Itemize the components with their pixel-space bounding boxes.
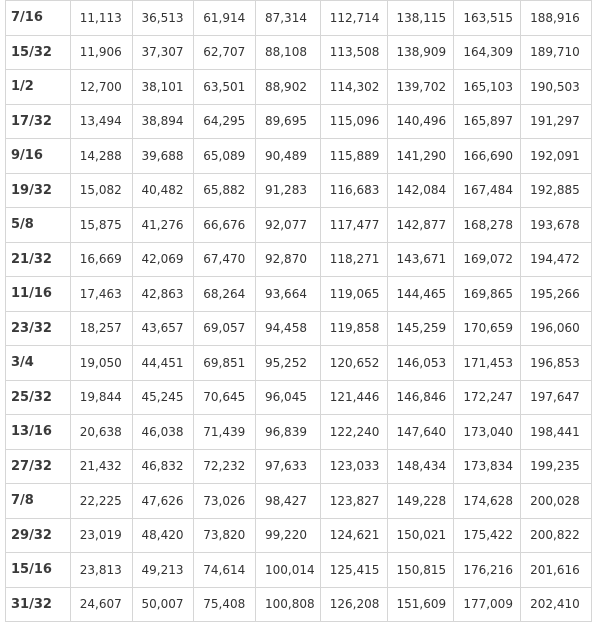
table-row (6, 380, 592, 415)
value-cell: 120,652 (320, 346, 387, 381)
value-cell: 148,434 (387, 449, 454, 484)
table-row (6, 35, 592, 70)
fraction-cell: 3/4 (6, 346, 71, 381)
value-cell: 140,496 (387, 104, 454, 139)
value-cell: 39,688 (132, 139, 194, 174)
value-cell: 23,813 (70, 553, 132, 588)
value-cell: 173,040 (454, 415, 521, 450)
table-row (6, 553, 592, 588)
table-body (6, 1, 592, 622)
fraction-cell: 31/32 (6, 587, 71, 622)
value-cell: 174,628 (454, 484, 521, 519)
value-cell: 196,060 (521, 311, 592, 346)
value-cell: 75,408 (194, 587, 256, 622)
value-cell: 125,415 (320, 553, 387, 588)
value-cell: 47,626 (132, 484, 194, 519)
value-cell: 68,264 (194, 277, 256, 312)
value-cell: 90,489 (255, 139, 320, 174)
fraction-cell: 5/8 (6, 208, 71, 243)
value-cell: 163,515 (454, 1, 521, 36)
value-cell: 169,865 (454, 277, 521, 312)
value-cell: 175,422 (454, 518, 521, 553)
value-cell: 126,208 (320, 587, 387, 622)
value-cell: 144,465 (387, 277, 454, 312)
table-row (6, 587, 592, 622)
value-cell: 69,057 (194, 311, 256, 346)
value-cell: 142,084 (387, 173, 454, 208)
value-cell: 87,314 (255, 1, 320, 36)
value-cell: 93,664 (255, 277, 320, 312)
value-cell: 115,889 (320, 139, 387, 174)
value-cell: 165,897 (454, 104, 521, 139)
value-cell: 117,477 (320, 208, 387, 243)
fraction-cell: 29/32 (6, 518, 71, 553)
value-cell: 176,216 (454, 553, 521, 588)
value-cell: 11,113 (70, 1, 132, 36)
value-cell: 166,690 (454, 139, 521, 174)
value-cell: 94,458 (255, 311, 320, 346)
value-cell: 20,638 (70, 415, 132, 450)
value-cell: 16,669 (70, 242, 132, 277)
value-cell: 91,283 (255, 173, 320, 208)
value-cell: 112,714 (320, 1, 387, 36)
value-cell: 189,710 (521, 35, 592, 70)
value-cell: 12,700 (70, 70, 132, 105)
value-cell: 146,053 (387, 346, 454, 381)
value-cell: 41,276 (132, 208, 194, 243)
value-cell: 42,069 (132, 242, 194, 277)
value-cell: 200,822 (521, 518, 592, 553)
value-cell: 121,446 (320, 380, 387, 415)
value-cell: 202,410 (521, 587, 592, 622)
value-cell: 147,640 (387, 415, 454, 450)
value-cell: 173,834 (454, 449, 521, 484)
value-cell: 69,851 (194, 346, 256, 381)
value-cell: 145,259 (387, 311, 454, 346)
value-cell: 89,695 (255, 104, 320, 139)
value-cell: 119,858 (320, 311, 387, 346)
table-row (6, 242, 592, 277)
value-cell: 63,501 (194, 70, 256, 105)
value-cell: 36,513 (132, 1, 194, 36)
value-cell: 88,902 (255, 70, 320, 105)
value-cell: 17,463 (70, 277, 132, 312)
value-cell: 201,616 (521, 553, 592, 588)
value-cell: 123,827 (320, 484, 387, 519)
value-cell: 116,683 (320, 173, 387, 208)
table-row (6, 484, 592, 519)
value-cell: 44,451 (132, 346, 194, 381)
value-cell: 62,707 (194, 35, 256, 70)
value-cell: 146,846 (387, 380, 454, 415)
value-cell: 22,225 (70, 484, 132, 519)
value-cell: 43,657 (132, 311, 194, 346)
value-cell: 50,007 (132, 587, 194, 622)
value-cell: 164,309 (454, 35, 521, 70)
value-cell: 66,676 (194, 208, 256, 243)
value-cell: 71,439 (194, 415, 256, 450)
table-row (6, 415, 592, 450)
value-cell: 42,863 (132, 277, 194, 312)
value-cell: 139,702 (387, 70, 454, 105)
value-cell: 149,228 (387, 484, 454, 519)
value-cell: 143,671 (387, 242, 454, 277)
value-cell: 74,614 (194, 553, 256, 588)
value-cell: 46,832 (132, 449, 194, 484)
value-cell: 167,484 (454, 173, 521, 208)
value-cell: 199,235 (521, 449, 592, 484)
value-cell: 192,885 (521, 173, 592, 208)
value-cell: 150,815 (387, 553, 454, 588)
value-cell: 40,482 (132, 173, 194, 208)
fraction-cell: 7/16 (6, 1, 71, 36)
value-cell: 190,503 (521, 70, 592, 105)
value-cell: 198,441 (521, 415, 592, 450)
table-row (6, 311, 592, 346)
value-cell: 124,621 (320, 518, 387, 553)
value-cell: 95,252 (255, 346, 320, 381)
fraction-cell: 7/8 (6, 484, 71, 519)
value-cell: 170,659 (454, 311, 521, 346)
value-cell: 196,853 (521, 346, 592, 381)
value-cell: 122,240 (320, 415, 387, 450)
value-cell: 142,877 (387, 208, 454, 243)
value-cell: 168,278 (454, 208, 521, 243)
table-row (6, 208, 592, 243)
value-cell: 118,271 (320, 242, 387, 277)
value-cell: 96,839 (255, 415, 320, 450)
value-cell: 119,065 (320, 277, 387, 312)
value-cell: 114,302 (320, 70, 387, 105)
value-cell: 38,894 (132, 104, 194, 139)
value-cell: 169,072 (454, 242, 521, 277)
value-cell: 64,295 (194, 104, 256, 139)
value-cell: 188,916 (521, 1, 592, 36)
value-cell: 195,266 (521, 277, 592, 312)
value-cell: 172,247 (454, 380, 521, 415)
value-cell: 138,115 (387, 1, 454, 36)
value-cell: 192,091 (521, 139, 592, 174)
fraction-cell: 21/32 (6, 242, 71, 277)
value-cell: 65,882 (194, 173, 256, 208)
value-cell: 21,432 (70, 449, 132, 484)
value-cell: 150,021 (387, 518, 454, 553)
value-cell: 97,633 (255, 449, 320, 484)
value-cell: 123,033 (320, 449, 387, 484)
value-cell: 37,307 (132, 35, 194, 70)
value-cell: 73,026 (194, 484, 256, 519)
conversion-table-container (5, 0, 592, 622)
value-cell: 48,420 (132, 518, 194, 553)
fraction-cell: 25/32 (6, 380, 71, 415)
table-row (6, 449, 592, 484)
value-cell: 165,103 (454, 70, 521, 105)
table-row (6, 173, 592, 208)
value-cell: 67,470 (194, 242, 256, 277)
value-cell: 13,494 (70, 104, 132, 139)
fraction-cell: 27/32 (6, 449, 71, 484)
value-cell: 193,678 (521, 208, 592, 243)
fraction-cell: 13/16 (6, 415, 71, 450)
fraction-cell: 11/16 (6, 277, 71, 312)
value-cell: 171,453 (454, 346, 521, 381)
value-cell: 138,909 (387, 35, 454, 70)
value-cell: 200,028 (521, 484, 592, 519)
value-cell: 15,082 (70, 173, 132, 208)
table-row (6, 277, 592, 312)
value-cell: 88,108 (255, 35, 320, 70)
value-cell: 11,906 (70, 35, 132, 70)
value-cell: 92,870 (255, 242, 320, 277)
value-cell: 24,607 (70, 587, 132, 622)
value-cell: 113,508 (320, 35, 387, 70)
value-cell: 100,808 (255, 587, 320, 622)
value-cell: 23,019 (70, 518, 132, 553)
value-cell: 70,645 (194, 380, 256, 415)
value-cell: 46,038 (132, 415, 194, 450)
fraction-cell: 15/16 (6, 553, 71, 588)
value-cell: 177,009 (454, 587, 521, 622)
value-cell: 115,096 (320, 104, 387, 139)
value-cell: 194,472 (521, 242, 592, 277)
value-cell: 98,427 (255, 484, 320, 519)
fraction-cell: 9/16 (6, 139, 71, 174)
table-row (6, 139, 592, 174)
value-cell: 92,077 (255, 208, 320, 243)
value-cell: 65,089 (194, 139, 256, 174)
value-cell: 141,290 (387, 139, 454, 174)
value-cell: 99,220 (255, 518, 320, 553)
table-row (6, 104, 592, 139)
value-cell: 191,297 (521, 104, 592, 139)
value-cell: 100,014 (255, 553, 320, 588)
value-cell: 19,050 (70, 346, 132, 381)
value-cell: 151,609 (387, 587, 454, 622)
value-cell: 14,288 (70, 139, 132, 174)
value-cell: 15,875 (70, 208, 132, 243)
fraction-cell: 17/32 (6, 104, 71, 139)
value-cell: 72,232 (194, 449, 256, 484)
table-row (6, 70, 592, 105)
value-cell: 96,045 (255, 380, 320, 415)
value-cell: 45,245 (132, 380, 194, 415)
fraction-cell: 23/32 (6, 311, 71, 346)
value-cell: 49,213 (132, 553, 194, 588)
value-cell: 38,101 (132, 70, 194, 105)
fraction-cell: 1/2 (6, 70, 71, 105)
value-cell: 19,844 (70, 380, 132, 415)
value-cell: 73,820 (194, 518, 256, 553)
fraction-cell: 15/32 (6, 35, 71, 70)
table-row (6, 346, 592, 381)
value-cell: 18,257 (70, 311, 132, 346)
value-cell: 197,647 (521, 380, 592, 415)
table-row (6, 1, 592, 36)
table-row (6, 518, 592, 553)
fraction-cell: 19/32 (6, 173, 71, 208)
inch-to-mm-conversion-table (5, 0, 592, 622)
value-cell: 61,914 (194, 1, 256, 36)
